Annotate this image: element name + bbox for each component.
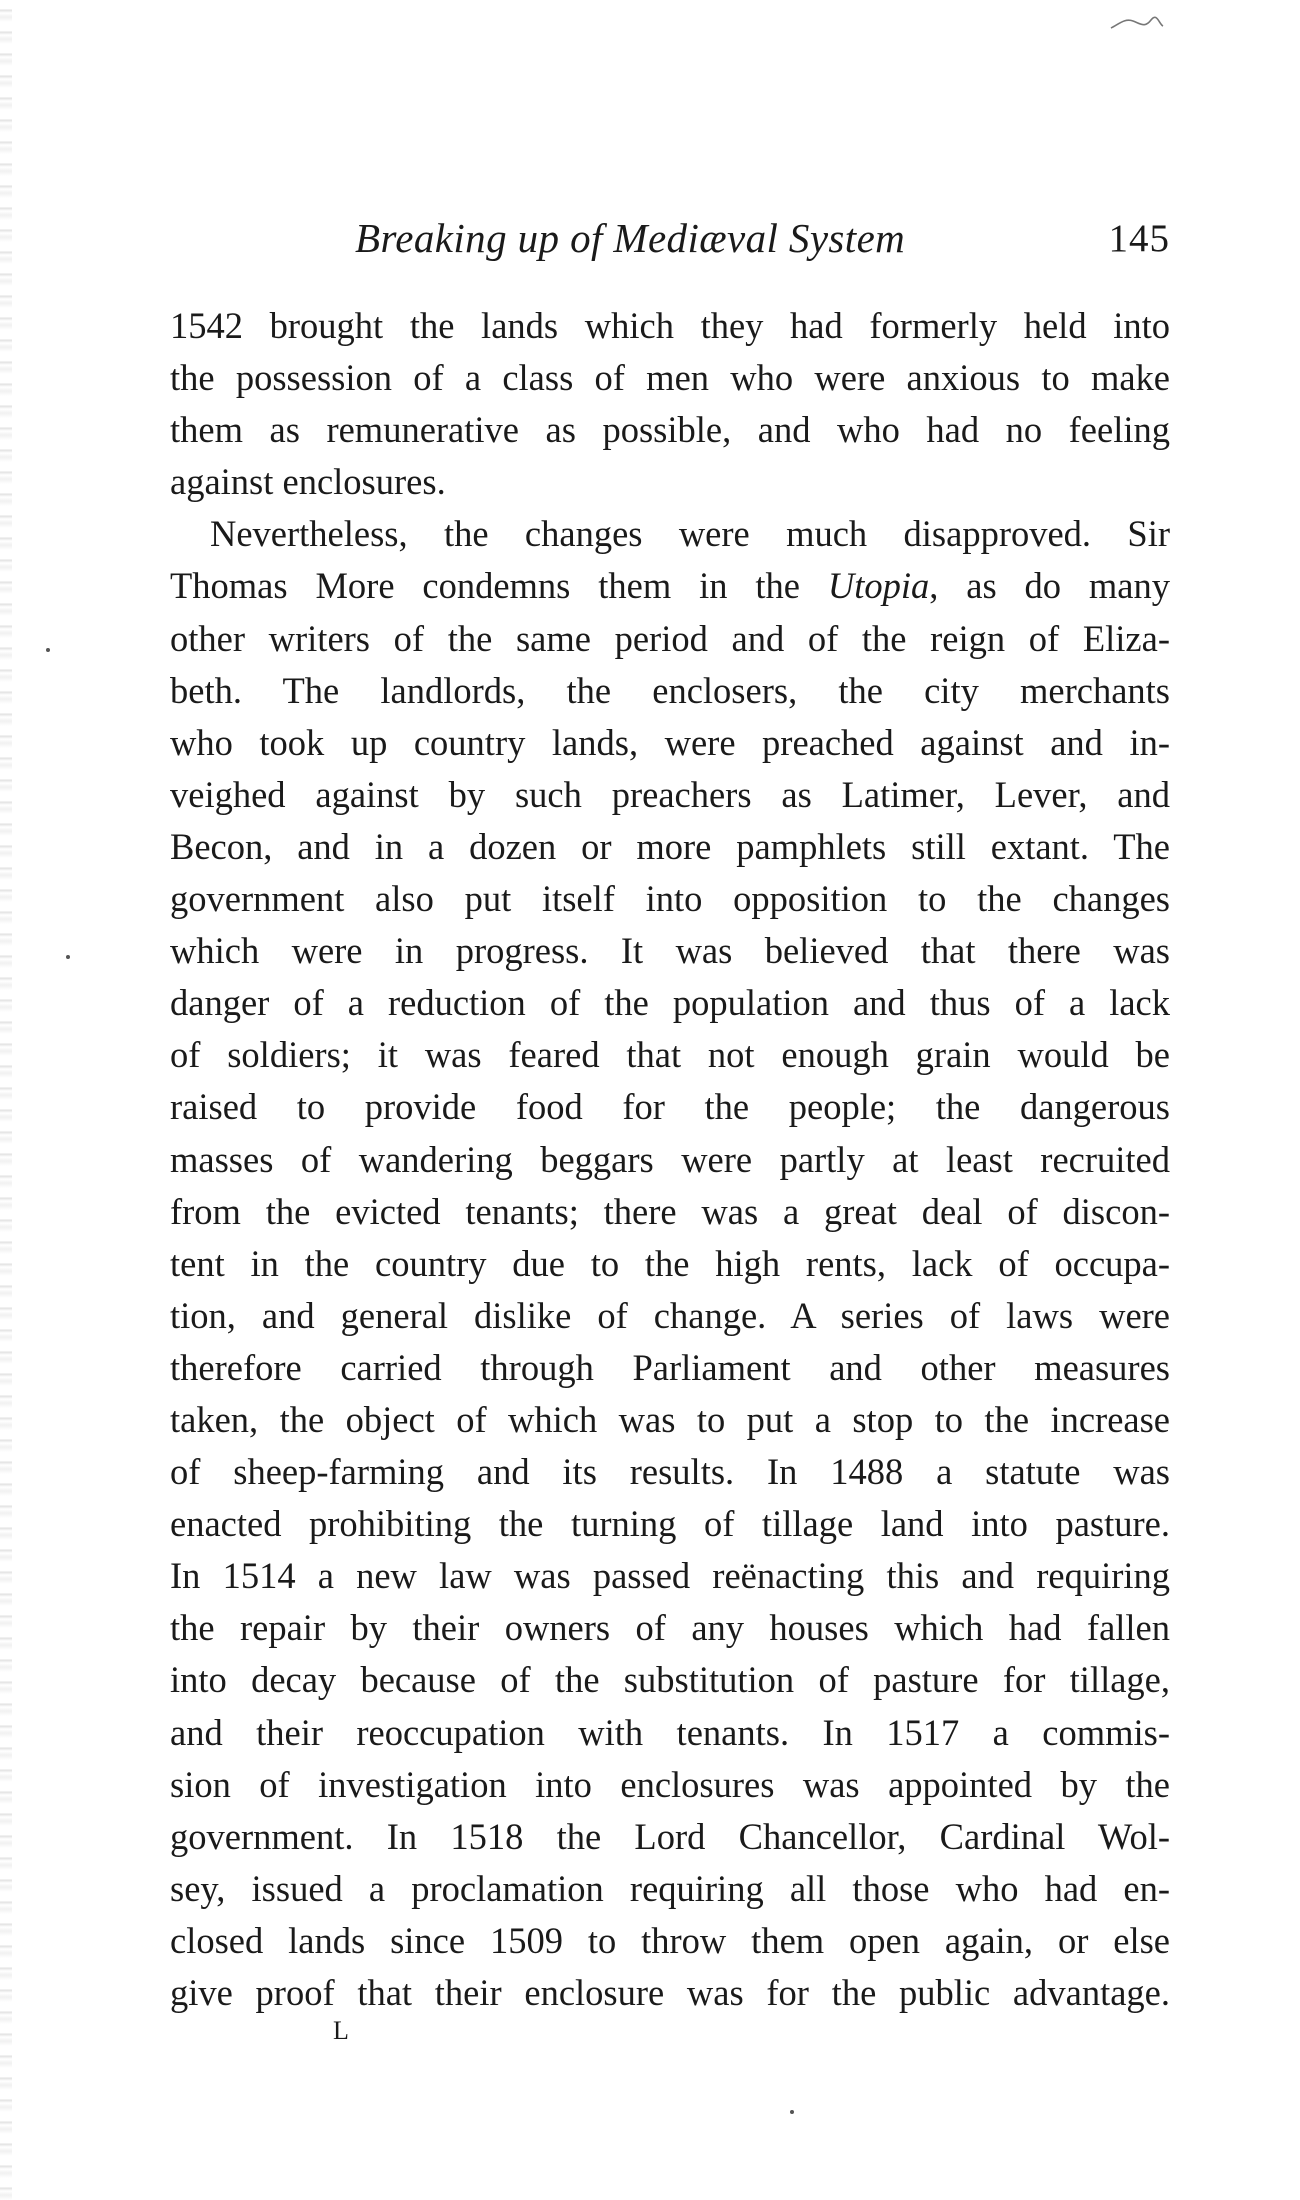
italic-title: Utopia xyxy=(827,565,930,607)
text-line: Becon, and in a dozen or more pamphlets still extant. The xyxy=(170,825,1170,867)
text-line: Nevertheless, the changes were much disapproved. Sir xyxy=(210,513,1170,555)
text-line: the possession of a class of men who were anxious to make xyxy=(170,357,1170,399)
text-line: raised to provide food for the people; the dangerous xyxy=(170,1086,1170,1128)
text-line: of sheep-farming and its results. In 1488 a statute was xyxy=(170,1451,1170,1493)
running-title: Breaking up of Mediæval System xyxy=(355,215,906,261)
pencil-mark-icon xyxy=(1109,12,1165,34)
text-line: government also put itself into opposition to the changes xyxy=(170,878,1170,920)
text-line: which were in progress. It was believed that there was xyxy=(170,930,1170,972)
text-line: them as remunerative as possible, and who had no feeling xyxy=(170,409,1170,451)
ink-speck xyxy=(790,2110,794,2114)
text-line: give proof that their enclosure was for the public advantage. xyxy=(170,1972,1170,2013)
text-line: from the evicted tenants; there was a great deal of discon- xyxy=(170,1190,1170,1232)
text-line: who took up country lands, were preached against and in- xyxy=(170,721,1170,763)
text-line: and their reoccupation with tenants. In 1517 a commis- xyxy=(170,1711,1170,1753)
running-head xyxy=(170,214,1170,274)
text-line: sey, issued a proclamation requiring all those who had en- xyxy=(170,1867,1170,1909)
text-line: veighed against by such preachers as Latimer, Lever, and xyxy=(170,773,1170,815)
text-line: 1542 brought the lands which they had formerly held into xyxy=(170,305,1170,346)
text-line: In 1514 a new law was passed reënacting this and requiring xyxy=(170,1555,1170,1597)
text-line: taken, the object of which was to put a stop to the increase xyxy=(170,1398,1170,1440)
text-line: enacted prohibiting the turning of tillage land into pasture. xyxy=(170,1503,1170,1545)
text-line: other writers of the same period and of the reign of Eliza- xyxy=(170,617,1170,659)
text-line: tent in the country due to the high rents, lack of occupa- xyxy=(170,1242,1170,1284)
text-line: into decay because of the substitution of pasture for tillage, xyxy=(170,1659,1170,1701)
text-line: closed lands since 1509 to throw them open again, or else xyxy=(170,1919,1170,1961)
page-gutter-edge xyxy=(0,0,12,2200)
signature-mark: L xyxy=(333,2016,350,2045)
text-line: tion, and general dislike of change. A series of laws were xyxy=(170,1294,1170,1336)
text-line: Thomas More condemns them in the Utopia, as do many xyxy=(170,565,1170,607)
text-line: therefore carried through Parliament and other measures xyxy=(170,1346,1170,1388)
body-text xyxy=(170,300,1170,2019)
text-line: government. In 1518 the Lord Chancellor, Cardinal Wol- xyxy=(170,1815,1170,1857)
page-number: 145 xyxy=(1108,217,1170,260)
text-line: against enclosures. xyxy=(170,461,446,503)
text-line: of soldiers; it was feared that not enough grain would be xyxy=(170,1034,1170,1076)
text-line: the repair by their owners of any houses which had fallen xyxy=(170,1607,1170,1649)
text-line: sion of investigation into enclosures was appointed by the xyxy=(170,1763,1170,1805)
text-line: beth. The landlords, the enclosers, the city merchants xyxy=(170,669,1170,711)
text-line: danger of a reduction of the population and thus of a lack xyxy=(170,982,1170,1024)
text-line: masses of wandering beggars were partly at least recruited xyxy=(170,1138,1170,1180)
ink-speck xyxy=(46,648,50,652)
ink-speck xyxy=(66,955,70,959)
